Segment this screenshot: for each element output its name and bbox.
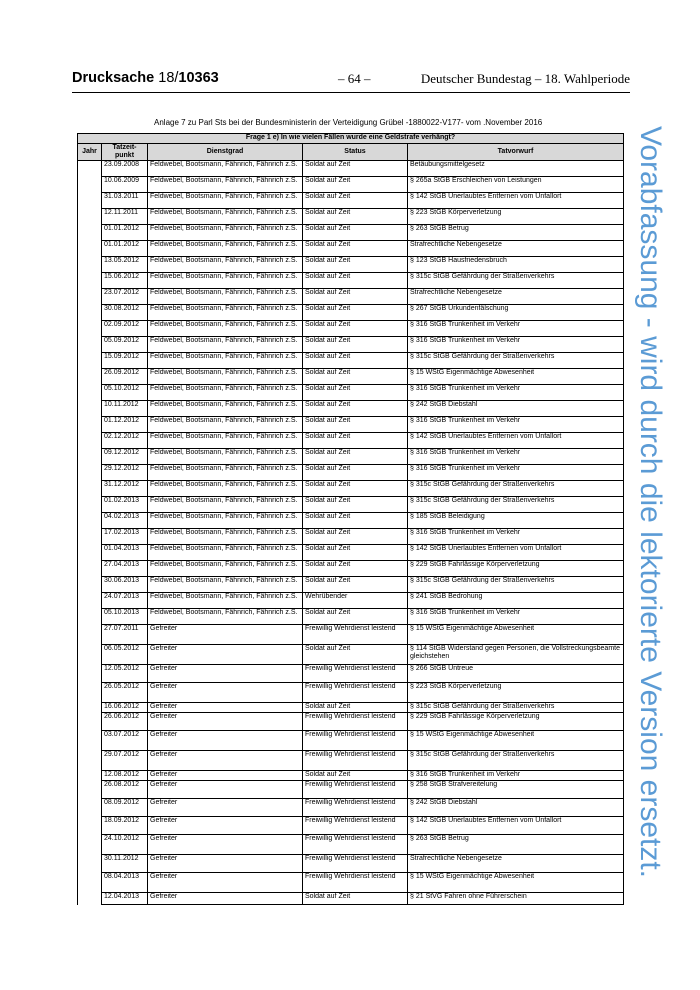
year-cell	[78, 593, 102, 609]
table-row	[78, 835, 624, 855]
year-cell	[78, 683, 102, 703]
header-rule	[72, 92, 630, 93]
year-cell	[78, 289, 102, 305]
date-cell: 01.12.2012	[102, 417, 148, 433]
date-cell: 27.07.2011	[102, 625, 148, 645]
status-cell: Soldat auf Zeit	[303, 513, 408, 529]
table-row	[78, 417, 624, 433]
rank-cell: Gefreiter	[148, 855, 303, 873]
date-cell: 26.05.2012	[102, 683, 148, 703]
year-cell	[78, 799, 102, 817]
date-cell: 10.11.2012	[102, 401, 148, 417]
year-cell	[78, 713, 102, 731]
charge-cell: § 242 StGB Diebstahl	[408, 401, 624, 417]
year-cell	[78, 751, 102, 771]
year-cell	[78, 781, 102, 799]
year-cell	[78, 703, 102, 713]
date-cell: 05.09.2012	[102, 337, 148, 353]
date-cell: 23.07.2012	[102, 289, 148, 305]
status-cell: Soldat auf Zeit	[303, 417, 408, 433]
rank-cell: Feldwebel, Bootsmann, Fähnrich, Fähnrich z.S.	[148, 433, 303, 449]
date-cell: 30.08.2012	[102, 305, 148, 321]
date-cell: 26.09.2012	[102, 369, 148, 385]
status-cell: Soldat auf Zeit	[303, 305, 408, 321]
rank-cell: Feldwebel, Bootsmann, Fähnrich, Fähnrich z.S.	[148, 497, 303, 513]
status-cell: Soldat auf Zeit	[303, 497, 408, 513]
date-cell: 12.08.2012	[102, 771, 148, 781]
year-cell	[78, 835, 102, 855]
date-cell: 02.12.2012	[102, 433, 148, 449]
date-cell: 29.12.2012	[102, 465, 148, 481]
rank-cell: Feldwebel, Bootsmann, Fähnrich, Fähnrich z.S.	[148, 561, 303, 577]
status-cell: Freiwillig Wehrdienst leistend	[303, 751, 408, 771]
rank-cell: Feldwebel, Bootsmann, Fähnrich, Fähnrich z.S.	[148, 289, 303, 305]
status-cell: Freiwillig Wehrdienst leistend	[303, 855, 408, 873]
date-cell: 09.12.2012	[102, 449, 148, 465]
charge-cell: § 316 StGB Trunkenheit im Verkehr	[408, 609, 624, 625]
status-cell: Soldat auf Zeit	[303, 481, 408, 497]
col-header-tatzeitpunkt: Tatzeit-punkt	[102, 144, 148, 161]
rank-cell: Feldwebel, Bootsmann, Fähnrich, Fähnrich z.S.	[148, 273, 303, 289]
charge-cell: § 315c StGB Gefährdung der Straßenverkehrs	[408, 353, 624, 369]
rank-cell: Feldwebel, Bootsmann, Fähnrich, Fähnrich z.S.	[148, 353, 303, 369]
charge-cell: § 315c StGB Gefährdung der Straßenverkehrs	[408, 703, 624, 713]
date-cell: 15.06.2012	[102, 273, 148, 289]
col-header-dienstgrad: Dienstgrad	[148, 144, 303, 161]
year-cell	[78, 545, 102, 561]
charge-cell: § 316 StGB Trunkenheit im Verkehr	[408, 337, 624, 353]
table-row	[78, 305, 624, 321]
charge-cell: § 315c StGB Gefährdung der Straßenverkehrs	[408, 497, 624, 513]
status-cell: Soldat auf Zeit	[303, 337, 408, 353]
date-cell: 24.07.2013	[102, 593, 148, 609]
rank-cell: Gefreiter	[148, 751, 303, 771]
year-cell	[78, 369, 102, 385]
year-cell	[78, 645, 102, 665]
date-cell: 08.04.2013	[102, 873, 148, 893]
year-cell	[78, 561, 102, 577]
date-cell: 12.05.2012	[102, 665, 148, 683]
year-cell	[78, 225, 102, 241]
date-cell: 12.11.2011	[102, 209, 148, 225]
rank-cell: Gefreiter	[148, 731, 303, 751]
date-cell: 04.02.2013	[102, 513, 148, 529]
date-cell: 30.06.2013	[102, 577, 148, 593]
charge-cell: § 15 WStG Eigenmächtige Abwesenheit	[408, 731, 624, 751]
table-row	[78, 855, 624, 873]
charge-cell: Strafrechtliche Nebengesetze	[408, 289, 624, 305]
status-cell: Soldat auf Zeit	[303, 209, 408, 225]
status-cell: Soldat auf Zeit	[303, 161, 408, 177]
status-cell: Soldat auf Zeit	[303, 401, 408, 417]
year-cell	[78, 353, 102, 369]
date-cell: 08.09.2012	[102, 799, 148, 817]
drucksache-period: 18/	[158, 70, 179, 86]
rank-cell: Feldwebel, Bootsmann, Fähnrich, Fähnrich z.S.	[148, 385, 303, 401]
rank-cell: Gefreiter	[148, 893, 303, 905]
date-cell: 18.09.2012	[102, 817, 148, 835]
status-cell: Soldat auf Zeit	[303, 177, 408, 193]
date-cell: 01.02.2013	[102, 497, 148, 513]
rank-cell: Feldwebel, Bootsmann, Fähnrich, Fähnrich z.S.	[148, 209, 303, 225]
rank-cell: Gefreiter	[148, 683, 303, 703]
year-cell	[78, 241, 102, 257]
rank-cell: Feldwebel, Bootsmann, Fähnrich, Fähnrich z.S.	[148, 337, 303, 353]
table-row	[78, 683, 624, 703]
rank-cell: Feldwebel, Bootsmann, Fähnrich, Fähnrich z.S.	[148, 241, 303, 257]
date-cell: 01.01.2012	[102, 225, 148, 241]
status-cell: Soldat auf Zeit	[303, 529, 408, 545]
charge-cell: § 229 StGB Fahrlässige Körperverletzung	[408, 561, 624, 577]
charge-cell: § 315c StGB Gefährdung der Straßenverkehrs	[408, 751, 624, 771]
table-row	[78, 771, 624, 781]
rank-cell: Feldwebel, Bootsmann, Fähnrich, Fähnrich z.S.	[148, 305, 303, 321]
rank-cell: Feldwebel, Bootsmann, Fähnrich, Fähnrich z.S.	[148, 481, 303, 497]
year-cell	[78, 577, 102, 593]
table-row	[78, 593, 624, 609]
status-cell: Soldat auf Zeit	[303, 771, 408, 781]
year-cell	[78, 529, 102, 545]
charge-cell: § 185 StGB Beleidigung	[408, 513, 624, 529]
year-cell	[78, 305, 102, 321]
charge-cell: § 15 WStG Eigenmächtige Abwesenheit	[408, 873, 624, 893]
year-cell	[78, 625, 102, 645]
year-cell	[78, 161, 102, 177]
charge-cell: § 316 StGB Trunkenheit im Verkehr	[408, 449, 624, 465]
status-cell: Freiwillig Wehrdienst leistend	[303, 665, 408, 683]
charge-cell: § 266 StGB Untreue	[408, 665, 624, 683]
charge-cell: § 15 WStG Eigenmächtige Abwesenheit	[408, 369, 624, 385]
fines-table	[77, 133, 624, 905]
table-container	[77, 133, 623, 905]
table-row	[78, 817, 624, 835]
rank-cell: Gefreiter	[148, 781, 303, 799]
status-cell: Soldat auf Zeit	[303, 353, 408, 369]
table-row	[78, 625, 624, 645]
rank-cell: Feldwebel, Bootsmann, Fähnrich, Fähnrich z.S.	[148, 545, 303, 561]
drucksache-word: Drucksache	[72, 70, 155, 86]
table-row	[78, 799, 624, 817]
date-cell: 15.09.2012	[102, 353, 148, 369]
status-cell: Freiwillig Wehrdienst leistend	[303, 817, 408, 835]
date-cell: 13.05.2012	[102, 257, 148, 273]
table-row	[78, 337, 624, 353]
year-cell	[78, 609, 102, 625]
col-header-jahr: Jahr	[78, 144, 102, 161]
status-cell: Freiwillig Wehrdienst leistend	[303, 873, 408, 893]
year-cell	[78, 893, 102, 905]
rank-cell: Feldwebel, Bootsmann, Fähnrich, Fähnrich z.S.	[148, 177, 303, 193]
rank-cell: Feldwebel, Bootsmann, Fähnrich, Fähnrich z.S.	[148, 369, 303, 385]
charge-cell: § 316 StGB Trunkenheit im Verkehr	[408, 321, 624, 337]
status-cell: Soldat auf Zeit	[303, 225, 408, 241]
status-cell: Soldat auf Zeit	[303, 289, 408, 305]
table-row	[78, 893, 624, 905]
table-row	[78, 873, 624, 893]
table-row	[78, 321, 624, 337]
table-row	[78, 465, 624, 481]
rank-cell: Gefreiter	[148, 665, 303, 683]
table-row	[78, 781, 624, 799]
table-row	[78, 497, 624, 513]
table-row	[78, 433, 624, 449]
rank-cell: Gefreiter	[148, 799, 303, 817]
status-cell: Soldat auf Zeit	[303, 193, 408, 209]
date-cell: 31.03.2011	[102, 193, 148, 209]
drucksache-number: 10363	[178, 70, 219, 86]
date-cell: 16.06.2012	[102, 703, 148, 713]
table-row	[78, 289, 624, 305]
table-row	[78, 751, 624, 771]
status-cell: Soldat auf Zeit	[303, 241, 408, 257]
charge-cell: § 316 StGB Trunkenheit im Verkehr	[408, 385, 624, 401]
table-row	[78, 193, 624, 209]
date-cell: 05.10.2012	[102, 385, 148, 401]
charge-cell: § 241 StGB Bedrohung	[408, 593, 624, 609]
status-cell: Freiwillig Wehrdienst leistend	[303, 835, 408, 855]
year-cell	[78, 449, 102, 465]
table-row	[78, 225, 624, 241]
status-cell: Soldat auf Zeit	[303, 433, 408, 449]
status-cell: Soldat auf Zeit	[303, 561, 408, 577]
date-cell: 06.05.2012	[102, 645, 148, 665]
table-body	[78, 161, 624, 905]
year-cell	[78, 177, 102, 193]
charge-cell: § 265a StGB Erschleichen von Leistungen	[408, 177, 624, 193]
charge-cell: § 142 StGB Unerlaubtes Entfernen vom Unfallort	[408, 193, 624, 209]
rank-cell: Gefreiter	[148, 625, 303, 645]
charge-cell: § 263 StGB Betrug	[408, 225, 624, 241]
year-cell	[78, 193, 102, 209]
rank-cell: Gefreiter	[148, 835, 303, 855]
status-cell: Soldat auf Zeit	[303, 321, 408, 337]
charge-cell: § 316 StGB Trunkenheit im Verkehr	[408, 771, 624, 781]
charge-cell: § 316 StGB Trunkenheit im Verkehr	[408, 465, 624, 481]
rank-cell: Feldwebel, Bootsmann, Fähnrich, Fähnrich z.S.	[148, 225, 303, 241]
status-cell: Soldat auf Zeit	[303, 703, 408, 713]
year-cell	[78, 817, 102, 835]
charge-cell: Betäubungsmittelgesetz	[408, 161, 624, 177]
status-cell: Freiwillig Wehrdienst leistend	[303, 731, 408, 751]
column-header-row	[78, 144, 624, 161]
year-cell	[78, 273, 102, 289]
charge-cell: Strafrechtliche Nebengesetze	[408, 241, 624, 257]
status-cell: Freiwillig Wehrdienst leistend	[303, 781, 408, 799]
rank-cell: Gefreiter	[148, 645, 303, 665]
table-row	[78, 561, 624, 577]
year-cell	[78, 465, 102, 481]
rank-cell: Feldwebel, Bootsmann, Fähnrich, Fähnrich z.S.	[148, 193, 303, 209]
charge-cell: § 223 StGB Körperverletzung	[408, 683, 624, 703]
charge-cell: § 263 StGB Betrug	[408, 835, 624, 855]
date-cell: 01.01.2012	[102, 241, 148, 257]
date-cell: 05.10.2013	[102, 609, 148, 625]
status-cell: Soldat auf Zeit	[303, 893, 408, 905]
date-cell: 12.04.2013	[102, 893, 148, 905]
status-cell: Soldat auf Zeit	[303, 257, 408, 273]
drucksache-label	[72, 70, 219, 86]
charge-cell: § 114 StGB Widerstand gegen Personen, die Vollstreckungsbeamte gleichstehen	[408, 645, 624, 665]
table-row	[78, 161, 624, 177]
status-cell: Soldat auf Zeit	[303, 645, 408, 665]
charge-cell: § 242 StGB Diebstahl	[408, 799, 624, 817]
table-row	[78, 257, 624, 273]
rank-cell: Feldwebel, Bootsmann, Fähnrich, Fähnrich z.S.	[148, 417, 303, 433]
date-cell: 29.07.2012	[102, 751, 148, 771]
status-cell: Freiwillig Wehrdienst leistend	[303, 625, 408, 645]
charge-cell: § 142 StGB Unerlaubtes Entfernen vom Unfallort	[408, 817, 624, 835]
bundestag-period: Deutscher Bundestag – 18. Wahlperiode	[420, 71, 630, 86]
year-cell	[78, 873, 102, 893]
rank-cell: Feldwebel, Bootsmann, Fähnrich, Fähnrich z.S.	[148, 609, 303, 625]
year-cell	[78, 257, 102, 273]
charge-cell: § 316 StGB Trunkenheit im Verkehr	[408, 529, 624, 545]
rank-cell: Gefreiter	[148, 703, 303, 713]
page-number: – 64 –	[338, 71, 371, 86]
year-cell	[78, 337, 102, 353]
year-cell	[78, 731, 102, 751]
table-row	[78, 665, 624, 683]
rank-cell: Feldwebel, Bootsmann, Fähnrich, Fähnrich z.S.	[148, 401, 303, 417]
rank-cell: Gefreiter	[148, 713, 303, 731]
year-cell	[78, 497, 102, 513]
year-cell	[78, 209, 102, 225]
status-cell: Wehrübender	[303, 593, 408, 609]
charge-cell: § 315c StGB Gefährdung der Straßenverkehrs	[408, 481, 624, 497]
date-cell: 26.06.2012	[102, 713, 148, 731]
table-row	[78, 731, 624, 751]
table-row	[78, 703, 624, 713]
charge-cell: Strafrechtliche Nebengesetze	[408, 855, 624, 873]
charge-cell: § 316 StGB Trunkenheit im Verkehr	[408, 417, 624, 433]
table-row	[78, 529, 624, 545]
date-cell: 10.06.2009	[102, 177, 148, 193]
table-row	[78, 401, 624, 417]
rank-cell: Gefreiter	[148, 873, 303, 893]
table-row	[78, 369, 624, 385]
table-row	[78, 209, 624, 225]
table-row	[78, 713, 624, 731]
status-cell: Soldat auf Zeit	[303, 369, 408, 385]
rank-cell: Feldwebel, Bootsmann, Fähnrich, Fähnrich z.S.	[148, 257, 303, 273]
col-header-status: Status	[303, 144, 408, 161]
charge-cell: § 315c StGB Gefährdung der Straßenverkehrs	[408, 273, 624, 289]
date-cell: 30.11.2012	[102, 855, 148, 873]
year-cell	[78, 481, 102, 497]
date-cell: 17.02.2013	[102, 529, 148, 545]
charge-cell: § 15 WStG Eigenmächtige Abwesenheit	[408, 625, 624, 645]
charge-cell: § 123 StGB Hausfriedensbruch	[408, 257, 624, 273]
draft-watermark	[620, 102, 680, 902]
table-row	[78, 449, 624, 465]
rank-cell: Feldwebel, Bootsmann, Fähnrich, Fähnrich z.S.	[148, 465, 303, 481]
anlage-line: Anlage 7 zu Parl Sts bei der Bundesministerin der Verteidigung Grübel -1880022-V177- vom .November 2016	[154, 118, 543, 127]
charge-cell: § 223 StGB Körperverletzung	[408, 209, 624, 225]
table-row	[78, 177, 624, 193]
charge-cell: § 258 StGB Strafvereitelung	[408, 781, 624, 799]
year-cell	[78, 385, 102, 401]
table-row	[78, 645, 624, 665]
status-cell: Soldat auf Zeit	[303, 385, 408, 401]
date-cell: 01.04.2013	[102, 545, 148, 561]
year-cell	[78, 321, 102, 337]
charge-cell: § 267 StGB Urkundenfälschung	[408, 305, 624, 321]
status-cell: Soldat auf Zeit	[303, 273, 408, 289]
date-cell: 24.10.2012	[102, 835, 148, 855]
charge-cell: § 142 StGB Unerlaubtes Entfernen vom Unfallort	[408, 545, 624, 561]
year-cell	[78, 855, 102, 873]
year-cell	[78, 433, 102, 449]
status-cell: Freiwillig Wehrdienst leistend	[303, 799, 408, 817]
status-cell: Freiwillig Wehrdienst leistend	[303, 713, 408, 731]
table-row	[78, 545, 624, 561]
charge-cell: § 229 StGB Fahrlässige Körperverletzung	[408, 713, 624, 731]
status-cell: Soldat auf Zeit	[303, 449, 408, 465]
year-cell	[78, 417, 102, 433]
year-cell	[78, 513, 102, 529]
rank-cell: Feldwebel, Bootsmann, Fähnrich, Fähnrich z.S.	[148, 321, 303, 337]
table-row	[78, 577, 624, 593]
rank-cell: Feldwebel, Bootsmann, Fähnrich, Fähnrich z.S.	[148, 593, 303, 609]
status-cell: Freiwillig Wehrdienst leistend	[303, 683, 408, 703]
rank-cell: Feldwebel, Bootsmann, Fähnrich, Fähnrich z.S.	[148, 449, 303, 465]
status-cell: Soldat auf Zeit	[303, 609, 408, 625]
date-cell: 03.07.2012	[102, 731, 148, 751]
rank-cell: Feldwebel, Bootsmann, Fähnrich, Fähnrich z.S.	[148, 513, 303, 529]
table-row	[78, 481, 624, 497]
table-row	[78, 241, 624, 257]
question-heading: Frage 1 e) In wie vielen Fällen wurde eine Geldstrafe verhängt?	[78, 134, 624, 144]
rank-cell: Feldwebel, Bootsmann, Fähnrich, Fähnrich z.S.	[148, 529, 303, 545]
table-row	[78, 353, 624, 369]
status-cell: Soldat auf Zeit	[303, 545, 408, 561]
rank-cell: Gefreiter	[148, 771, 303, 781]
charge-cell: § 315c StGB Gefährdung der Straßenverkehrs	[408, 577, 624, 593]
table-row	[78, 273, 624, 289]
rank-cell: Feldwebel, Bootsmann, Fähnrich, Fähnrich z.S.	[148, 161, 303, 177]
date-cell: 23.09.2008	[102, 161, 148, 177]
status-cell: Soldat auf Zeit	[303, 577, 408, 593]
table-row	[78, 385, 624, 401]
rank-cell: Gefreiter	[148, 817, 303, 835]
date-cell: 27.04.2013	[102, 561, 148, 577]
table-row	[78, 609, 624, 625]
date-cell: 26.08.2012	[102, 781, 148, 799]
table-row	[78, 513, 624, 529]
charge-cell: § 142 StGB Unerlaubtes Entfernen vom Unfallort	[408, 433, 624, 449]
rank-cell: Feldwebel, Bootsmann, Fähnrich, Fähnrich z.S.	[148, 577, 303, 593]
year-cell	[78, 665, 102, 683]
page-header	[72, 70, 630, 90]
status-cell: Soldat auf Zeit	[303, 465, 408, 481]
date-cell: 02.09.2012	[102, 321, 148, 337]
watermark-text: Vorabfassung - wird durch die lektorierte Version ersetzt.	[634, 125, 667, 879]
year-cell	[78, 771, 102, 781]
year-cell	[78, 401, 102, 417]
date-cell: 31.12.2012	[102, 481, 148, 497]
charge-cell: § 21 StVG Fahren ohne Führerschein	[408, 893, 624, 905]
col-header-tatvorwurf: Tatvorwurf	[408, 144, 624, 161]
